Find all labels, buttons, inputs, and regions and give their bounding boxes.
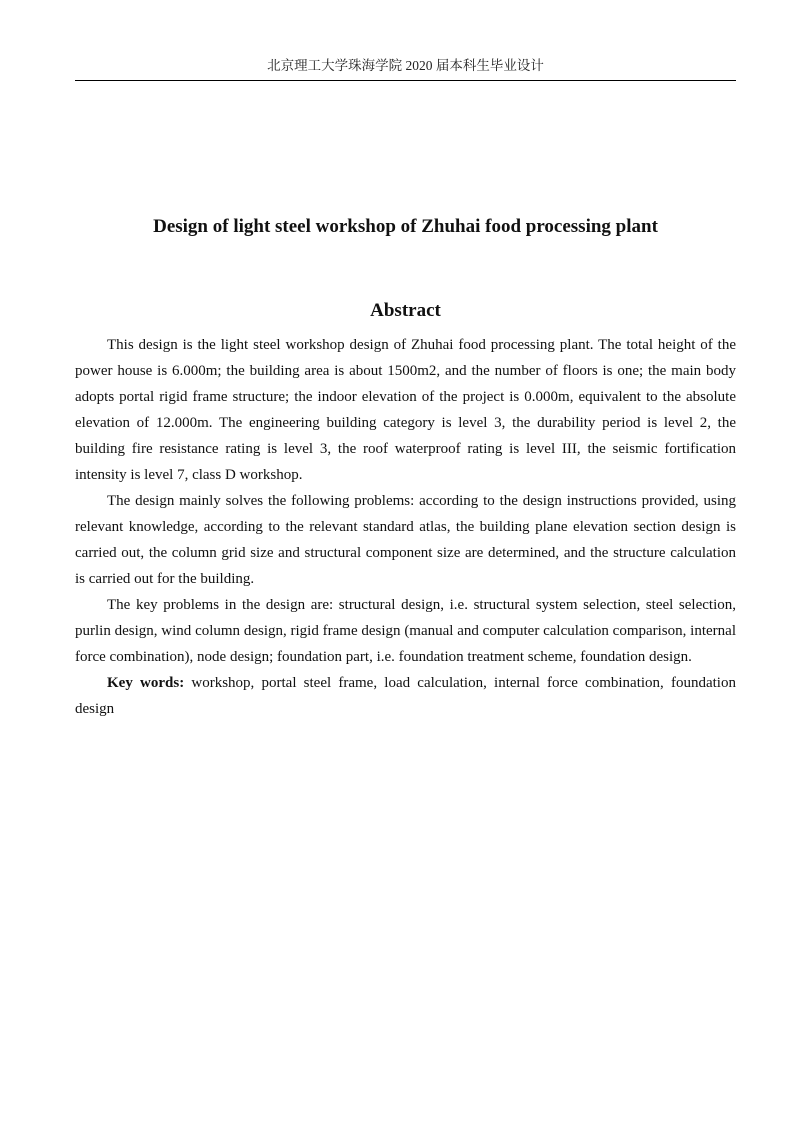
thesis-title: Design of light steel workshop of Zhuhai food processing plant (153, 216, 658, 237)
keywords-line (75, 670, 736, 722)
abstract-heading: Abstract (370, 300, 441, 321)
abstract-paragraph-1: This design is the light steel workshop design of Zhuhai food processing plant. The total height of the power house is 6.000m; the building area is about 1500m2, and the number of floors is one; the main body adopts portal rigid frame structure; the indoor elevation of the project is 0.000m, equivalent to the absolute elevation of 12.000m. The engineering building category is level 3, the durability period is level 2, the building fire resistance rating is level 3, the roof waterproof rating is level III, the seismic fortification intensity is level 7, class D workshop. (75, 337, 736, 483)
page-header: 北京理工大学珠海学院 2020 届本科生毕业设计 (267, 58, 544, 73)
keywords-label: Key words: (107, 675, 185, 691)
header-divider (75, 80, 736, 81)
abstract-paragraph-2: The design mainly solves the following problems: according to the design instructions provided, using relevant knowledge, according to the relevant standard atlas, the building plane elevation section design is carried out, the column grid size and structural component size are determined, and the structure calculation is carried out for the building. (75, 493, 736, 587)
abstract-paragraph-3: The key problems in the design are: structural design, i.e. structural system selection, steel selection, purlin design, wind column design, rigid frame design (manual and computer calculation comparison, internal force combination), node design; foundation part, i.e. foundation treatment scheme, foundation design. (75, 597, 736, 665)
keywords-text: workshop, portal steel frame, load calculation, internal force combination, foundation design (75, 675, 736, 717)
abstract-body (75, 332, 736, 722)
